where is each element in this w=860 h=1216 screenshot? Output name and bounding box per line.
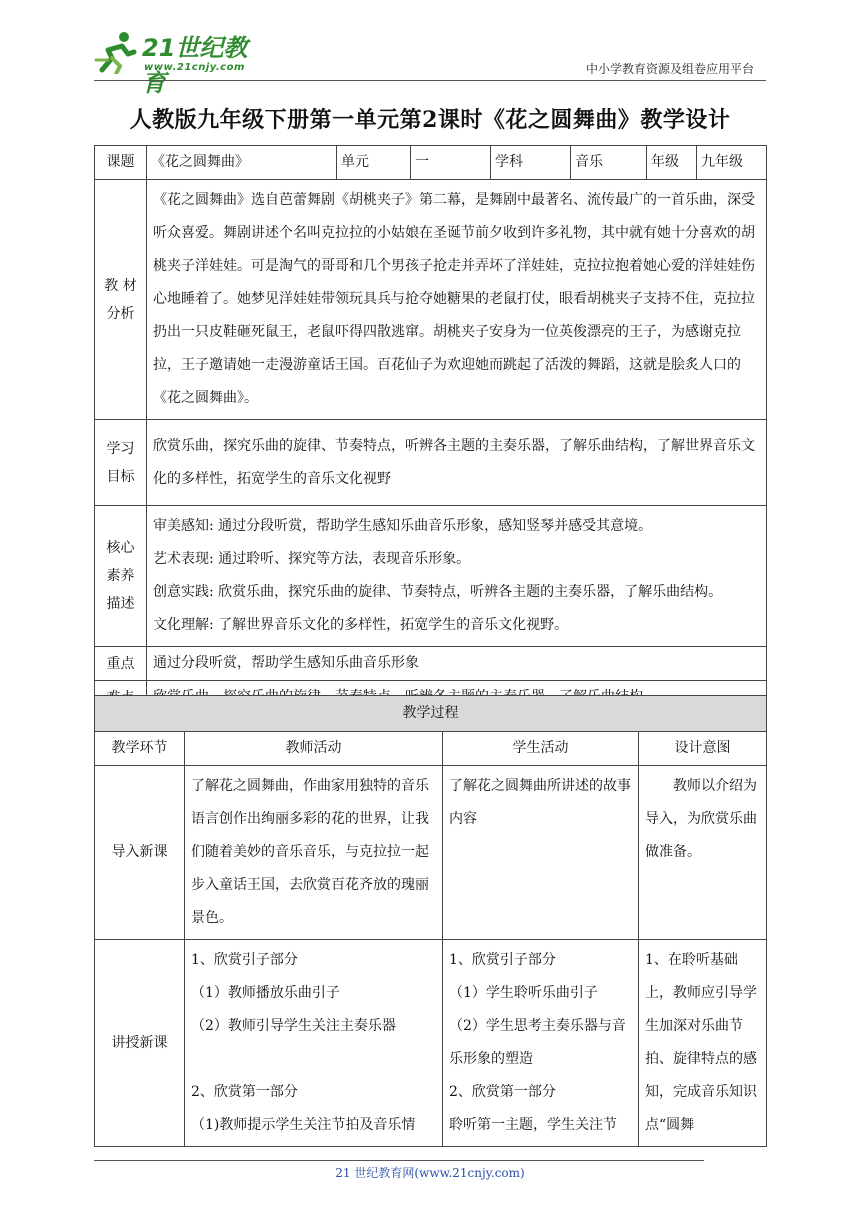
col-intent: 设计意图 [639, 732, 767, 766]
subject-label: 学科 [491, 146, 571, 180]
process-table [94, 695, 767, 1147]
col-teacher: 教师活动 [185, 732, 443, 766]
student-line: 聆听第一主题，学生关注节 [449, 1117, 617, 1133]
header-divider [94, 80, 766, 81]
analysis-label: 教 材 分析 [95, 180, 147, 420]
col-stage: 教学环节 [95, 732, 185, 766]
lesson-student [443, 940, 639, 1147]
footer-divider [94, 1160, 704, 1161]
lesson-teacher [185, 940, 443, 1147]
student-line: 1、欣赏引子部分 [449, 952, 556, 968]
teacher-line: 1、欣赏引子部分 [191, 952, 298, 968]
page-header [0, 0, 860, 97]
teacher-line: （1）教师播放乐曲引子 [191, 985, 340, 1001]
col-student: 学生活动 [443, 732, 639, 766]
teacher-line: （1)教师提示学生关注节拍及音乐情 [191, 1117, 416, 1133]
core-label: 核心 素养 描述 [95, 506, 147, 647]
lesson-intent: 1、在聆听基础上，教师应引导学生加深对乐曲节拍、旋律特点的感知，完成音乐知识点“圆舞 [639, 940, 767, 1147]
unit-label: 单元 [337, 146, 411, 180]
teacher-line [191, 1043, 436, 1076]
teacher-line: 2、欣赏第一部分 [191, 1084, 298, 1100]
logo-text: 21世纪教育 [142, 34, 248, 97]
intro-student: 了解花之圆舞曲所讲述的故事内容 [443, 766, 639, 940]
lesson-stage: 讲授新课 [95, 940, 185, 1147]
key-text: 通过分段听赏，帮助学生感知乐曲音乐形象 [147, 647, 767, 681]
core-line-expression: 艺术表现: 通过聆听、探究等方法，表现音乐形象。 [153, 551, 471, 567]
process-heading: 教学过程 [95, 696, 767, 732]
core-line-aesthetic: 审美感知: 通过分段听赏，帮助学生感知乐曲音乐形象，感知竖琴并感受其意境。 [153, 518, 653, 534]
platform-name: 中小学教育资源及组卷应用平台 [585, 62, 754, 76]
intro-intent: 教师以介绍为导入，为欣赏乐曲做准备。 [639, 766, 767, 940]
core-line-creative: 创意实践: 欣赏乐曲，探究乐曲的旋律、节奏特点，听辨各主题的主奏乐器，了解乐曲结构。 [153, 584, 723, 600]
core-line-culture: 文化理解: 了解世界音乐文化的多样性，拓宽学生的音乐文化视野。 [153, 617, 569, 633]
info-table [94, 145, 767, 715]
core-text [147, 506, 767, 647]
analysis-text: 《花之圆舞曲》选自芭蕾舞剧《胡桃夹子》第二幕，是舞剧中最著名、流传最广的一首乐曲，深受听众喜爱。舞剧讲述个名叫克拉拉的小姑娘在圣诞节前夕收到许多礼物，其中就有她十分喜欢的胡桃夹子洋娃娃。可是淘气的哥哥和几个男孩子抢走并弄坏了洋娃娃，克拉拉抱着她心爱的洋娃娃伤心地睡着了。她梦见洋娃娃带领玩具兵与抢夺她糖果的老鼠打仗，眼看胡桃夹子支持不住，克拉拉扔出一只皮鞋砸死鼠王，老鼠吓得四散逃窜。胡桃夹子安身为一位英俊漂亮的王子，为感谢克拉拉，王子邀请她一走漫游童话王国。百花仙子为欢迎她而跳起了活泼的舞蹈，这就是脍炙人口的 《花之圆舞曲》。 [147, 180, 767, 420]
goal-label: 学习 目标 [95, 420, 147, 506]
intro-stage: 导入新课 [95, 766, 185, 940]
subject-value: 音乐 [571, 146, 647, 180]
document-title: 人教版九年级下册第一单元第2课时《花之圆舞曲》教学设计 [129, 107, 731, 133]
course-label: 课题 [95, 146, 147, 180]
logo-url: www.21cnjy.com [144, 62, 245, 73]
grade-label: 年级 [647, 146, 697, 180]
student-line: （2）学生思考主奏乐器与音乐形象的塑造 [449, 1018, 626, 1067]
student-line: 2、欣赏第一部分 [449, 1084, 556, 1100]
logo [94, 26, 264, 97]
teacher-line: （2）教师引导学生关注主奏乐器 [191, 1018, 396, 1034]
intro-teacher: 了解花之圆舞曲，作曲家用独特的音乐语言创作出绚丽多彩的花的世界，让我们随着美妙的音乐音乐，与克拉拉一起步入童话王国，去欣赏百花齐放的瑰丽景色。 [185, 766, 443, 940]
key-label: 重点 [95, 647, 147, 681]
runner-logo-icon [94, 30, 138, 74]
student-line: （1）学生聆听乐曲引子 [449, 985, 598, 1001]
grade-value: 九年级 [697, 146, 767, 180]
goal-text: 欣赏乐曲，探究乐曲的旋律、节奏特点，听辨各主题的主奏乐器，了解乐曲结构，了解世界音乐文化的多样性，拓宽学生的音乐文化视野 [147, 420, 767, 506]
footer-text: 21 世纪教育网(www.21cnjy.com) [335, 1166, 525, 1180]
unit-value: 一 [411, 146, 491, 180]
course-value: 《花之圆舞曲》 [147, 146, 337, 180]
